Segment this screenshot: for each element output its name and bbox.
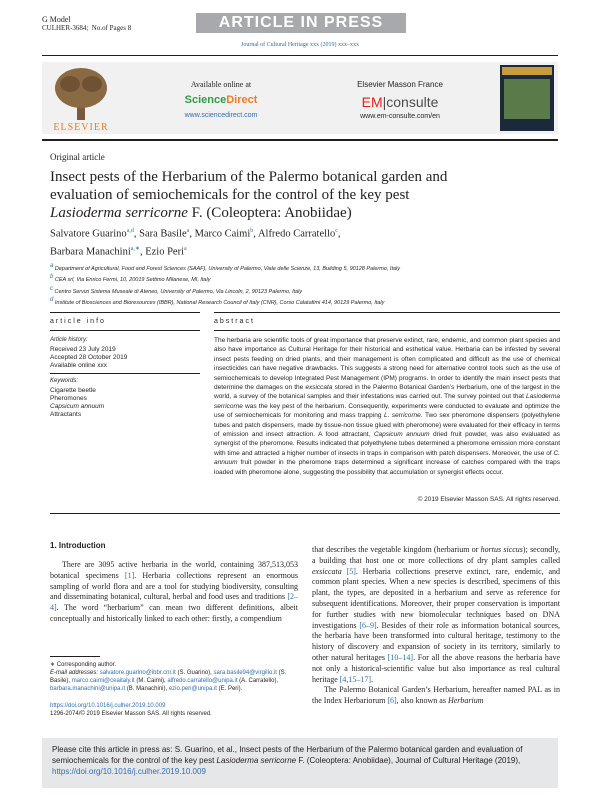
- available-online-label: Available online at: [190, 80, 252, 89]
- keywords-label: Keywords:: [50, 378, 79, 384]
- elsevier-tree-icon: [46, 66, 116, 124]
- author[interactable]: Barbara Manachini: [50, 246, 131, 257]
- affiliation: Institute of Biosciences and Bioresources (IBBR), National Research Council of Italy (CNR), Corso Calatafimi 414, 90129 Palermo, Italy: [54, 299, 385, 306]
- body-column-left: There are 3095 active herbaria in the world, containing 387,513,053 botanical specimens [1]. Herbaria collections represent an enormous sampling of world flora and are a tool for studying biodiversity, consulting and disseminating botanical, cultural, herbal and food uses and traditions [2–4]. The word “herbarium” can mean two different definitions, albeit conceptually and historically linked to each other: firstly, a compendium: [50, 560, 298, 623]
- consulte-part: |consulte: [382, 94, 439, 110]
- publisher-name: Elsevier Masson France: [357, 80, 443, 89]
- history-item: Available online xxx: [50, 362, 107, 369]
- email-link[interactable]: alfredo.carratello@unipa.it: [167, 678, 238, 684]
- model-label: G Model: [42, 15, 71, 24]
- abstract-rule: [214, 312, 560, 313]
- affiliation: Department of Agricultural, Food and Forest Sciences (SAAF), University of Palermo, Viale delle Scienze, 13, Building 5, 90128 Palermo, Italy: [54, 265, 401, 272]
- author-sup[interactable]: a,d: [126, 228, 134, 234]
- title-line-2: evaluation of semiochemicals for the control of the key pest: [50, 187, 410, 203]
- history-item: Accepted 28 October 2019: [50, 354, 128, 361]
- info-rule-2: [50, 330, 200, 331]
- title-line-1: Insect pests of the Herbarium of the Palermo botanical garden and: [50, 169, 448, 185]
- doi-block: [50, 702, 298, 718]
- footnote: ∗ Corresponding author. E-mail addresses: salvatore.guarino@ibbr.cnr.it (S. Guarino), sara.basile94@virgilio.it (S. Basile), marco.caimi@ceaitaly.it (M. Caimi), alfredo.carratello@unipa.it (A. Carratello), barbara.manachini@unipa.it (B. Manachini), ezio.peri@unipa.it (E. Peri).: [50, 661, 298, 693]
- affil-sup: d: [50, 296, 54, 303]
- email-link[interactable]: salvatore.guarino@ibbr.cnr.it: [99, 670, 176, 676]
- article-code: CULHER-3684;: [42, 24, 89, 32]
- citation-link[interactable]: [5]: [346, 566, 356, 576]
- keyword: Capsicum annuum: [50, 403, 105, 410]
- affil-sup: a: [50, 263, 54, 269]
- article-in-press-banner: ARTICLE IN PRESS: [196, 13, 406, 33]
- article-meta: [42, 15, 131, 33]
- affil-sup: c: [50, 285, 53, 292]
- citation-link[interactable]: [1]: [124, 570, 135, 580]
- affiliation: Centro Servizi Sistema Museale di Ateneo, University of Palermo, Via Lincoln, 2, 90123 Palermo, Italy: [54, 288, 303, 295]
- article-history: [50, 346, 127, 370]
- sd-direct: Direct: [226, 94, 258, 106]
- copyright-line: © 2019 Elsevier Masson SAS. All rights reserved.: [417, 496, 560, 503]
- history-label: Article history:: [50, 337, 88, 343]
- keyword: Attractants: [50, 411, 82, 418]
- footnote-rule: [50, 656, 100, 657]
- kw-rule: [50, 373, 200, 374]
- email-link[interactable]: marco.caimi@ceaitaly.it: [71, 678, 135, 684]
- author-sup[interactable]: c: [335, 228, 338, 234]
- author[interactable]: Alfredo Carratello: [257, 228, 336, 240]
- journal-cover-image: [500, 65, 554, 131]
- author[interactable]: Salvatore Guarino: [50, 228, 127, 240]
- info-rule: [50, 312, 200, 313]
- citation-link[interactable]: [6–9]: [359, 620, 377, 630]
- history-item: Received 23 July 2019: [50, 346, 116, 353]
- abstract-text: The herbaria are scientific tools of great importance that preserve extinct, rare, endemic, and common plant species and also have importance as Cultural Heritage for their historical and esthetical value. Herbaria can be infested by several insect pests feeding on dried plants, and their management is often complicated and difficult as the use of chemical insecticides can have negative drawbacks. This suggests a strong need for alternative control tools such as the use of semiochemicals to develop Integrated Pest Management (IPM) programs. In order to identify the main insect pests that determine the damages on the exsiccata stored in the Palermo Botanical Garden’s Herbarium, one of the largest in the world, a survey of the botanical samples and their infestations was carried out. The survey pointed out that Lasioderma serricorne was the key pest of the herbarium. Consequently, experiments were conducted to evaluate and optimize the use of semiochemicals for monitoring and mass trapping L. serricorne. Two sex pheromone dispensers (polyethylene tubes and patch dispensers, made by tissue-non tissue glued with pheromone) were evaluated for their efficacy in terms of emission and insect attraction. A food attractant, Capsicum annuum dried fruit powder, was also evaluated as synergist of the pheromone. Results indicated that polyethylene tubes determined a pheromone emission more constant with time and attracted a higher number of insects in traps in comparison with patch dispensers. Moreover, the use of C. annuum fruit powder in the pheromone traps determined a significant increase of catches compared with the traps loaded with pheromone alone, suggesting the possibility that accumulation or synergist effects occur.: [214, 337, 560, 476]
- sciencedirect-logo[interactable]: [176, 94, 266, 106]
- keyword: Pheromones: [50, 395, 87, 402]
- body-column-right: that describes the vegetable kingdom (herbarium or hortus siccus); secondly, a building that host one or more collections of dry plant samples called exsiccata [5]. Herbaria collections preserve extinct, rare, endemic, and common plant species. When a new species is described, specimens of this plant, the types, are deposited in a herbarium and serve as reference for subsequent identifications. Moreover, their proper conservation is important for further studies with new biomolecular techniques based on DNA investigations [6–9]. Besides of their role as information botanical sources, the herbaria have been transformed into cultural heritage, testimony to the history of discovery and expansion of society in its territory, similarly to other natural heritages [10–14]. For all the above reasons the herbaria have not only a historical-scientific value but also importance as real cultural heritage [4,15–17]. The Palermo Botanical Garden’s Herbarium, hereafter named PAL as in the Index Herbariorum [6], also known as Herbarium: [312, 545, 561, 706]
- keyword: Cigarette beetle: [50, 387, 96, 394]
- abstract-rule-2: [214, 330, 560, 331]
- abstract-bottom-rule: [50, 513, 560, 514]
- emconsulte-url[interactable]: www.em-consulte.com/en: [360, 113, 440, 120]
- author[interactable]: Sara Basile: [139, 228, 187, 240]
- journal-line[interactable]: Journal of Cultural Heritage xxx (2019) xxx–xxx: [241, 42, 359, 48]
- citation-box: Please cite this article in press as: S. Guarino, et al., Insect pests of the Herbarium of the Palermo botanical garden and evaluation of semiochemicals for the control of the key pest Lasioderma serricorne F. (Coleoptera: Anobiidae), Journal of Cultural Heritage (2019), https://doi.org/10.1016/j.culher.2019.10.009: [42, 738, 558, 788]
- corresponding-author: ∗ Corresponding author.: [50, 662, 117, 668]
- publisher-header-box: [42, 62, 558, 134]
- article-info-heading: article info: [50, 318, 106, 325]
- email-link[interactable]: sara.basile94@virgilio.it: [213, 670, 277, 676]
- abstract-heading: abstract: [214, 318, 255, 325]
- citation-doi-link[interactable]: https://doi.org/10.1016/j.culher.2019.10.009: [52, 767, 206, 776]
- citation-link[interactable]: [10–14]: [387, 652, 414, 662]
- elsevier-logo-text: ELSEVIER: [53, 122, 109, 133]
- author[interactable]: Marco Caimi: [194, 228, 251, 240]
- author-sup[interactable]: b: [250, 228, 254, 234]
- page-count: No.of Pages 8: [91, 24, 132, 32]
- author-sup[interactable]: a: [184, 245, 187, 252]
- author-sup[interactable]: a,∗: [130, 245, 140, 252]
- emconsulte-logo[interactable]: [340, 94, 460, 110]
- affiliation: CEA srl, Via Enrico Fermi, 10, 20019 Settimo Milanese, MI, Italy: [54, 277, 211, 284]
- sd-science: Science: [184, 94, 227, 106]
- doi-link[interactable]: https://doi.org/10.1016/j.culher.2019.10.009: [50, 703, 166, 709]
- author-sup[interactable]: a: [186, 228, 190, 234]
- citation-link[interactable]: [4,15–17]: [339, 674, 372, 684]
- issn-line: 1296-2074/© 2019 Elsevier Masson SAS. All rights reserved.: [50, 711, 212, 717]
- citation-link[interactable]: [2–4]: [50, 592, 298, 613]
- sciencedirect-url[interactable]: www.sciencedirect.com: [184, 112, 258, 119]
- email-link[interactable]: ezio.peri@unipa.it: [168, 686, 217, 692]
- affiliations: [50, 262, 550, 307]
- author-list: Salvatore Guarino$^{a,d}$, Sara Basile$^a$, Marco Caimi$^b$, Alfredo Carratello$^c$, Barbara Manachini$^{a,∗}$, Ezio Peri$^a$: [50, 228, 341, 257]
- header-rule: [42, 55, 558, 56]
- header-bottom-rule: [42, 139, 558, 141]
- affil-sup: b: [50, 274, 54, 281]
- title-rest: F. (Coleoptera: Anobiidae): [187, 205, 352, 221]
- email-link[interactable]: barbara.manachini@unipa.it: [50, 686, 126, 692]
- article-type: Original article: [50, 152, 105, 162]
- title-species: Lasioderma serricorne: [50, 205, 188, 221]
- keywords-list: [50, 387, 104, 419]
- em-part: EM: [361, 94, 383, 110]
- author[interactable]: Ezio Peri: [145, 246, 184, 257]
- article-title: [50, 168, 520, 222]
- citation-link[interactable]: [6]: [387, 696, 397, 706]
- section-heading: 1. Introduction: [50, 541, 106, 550]
